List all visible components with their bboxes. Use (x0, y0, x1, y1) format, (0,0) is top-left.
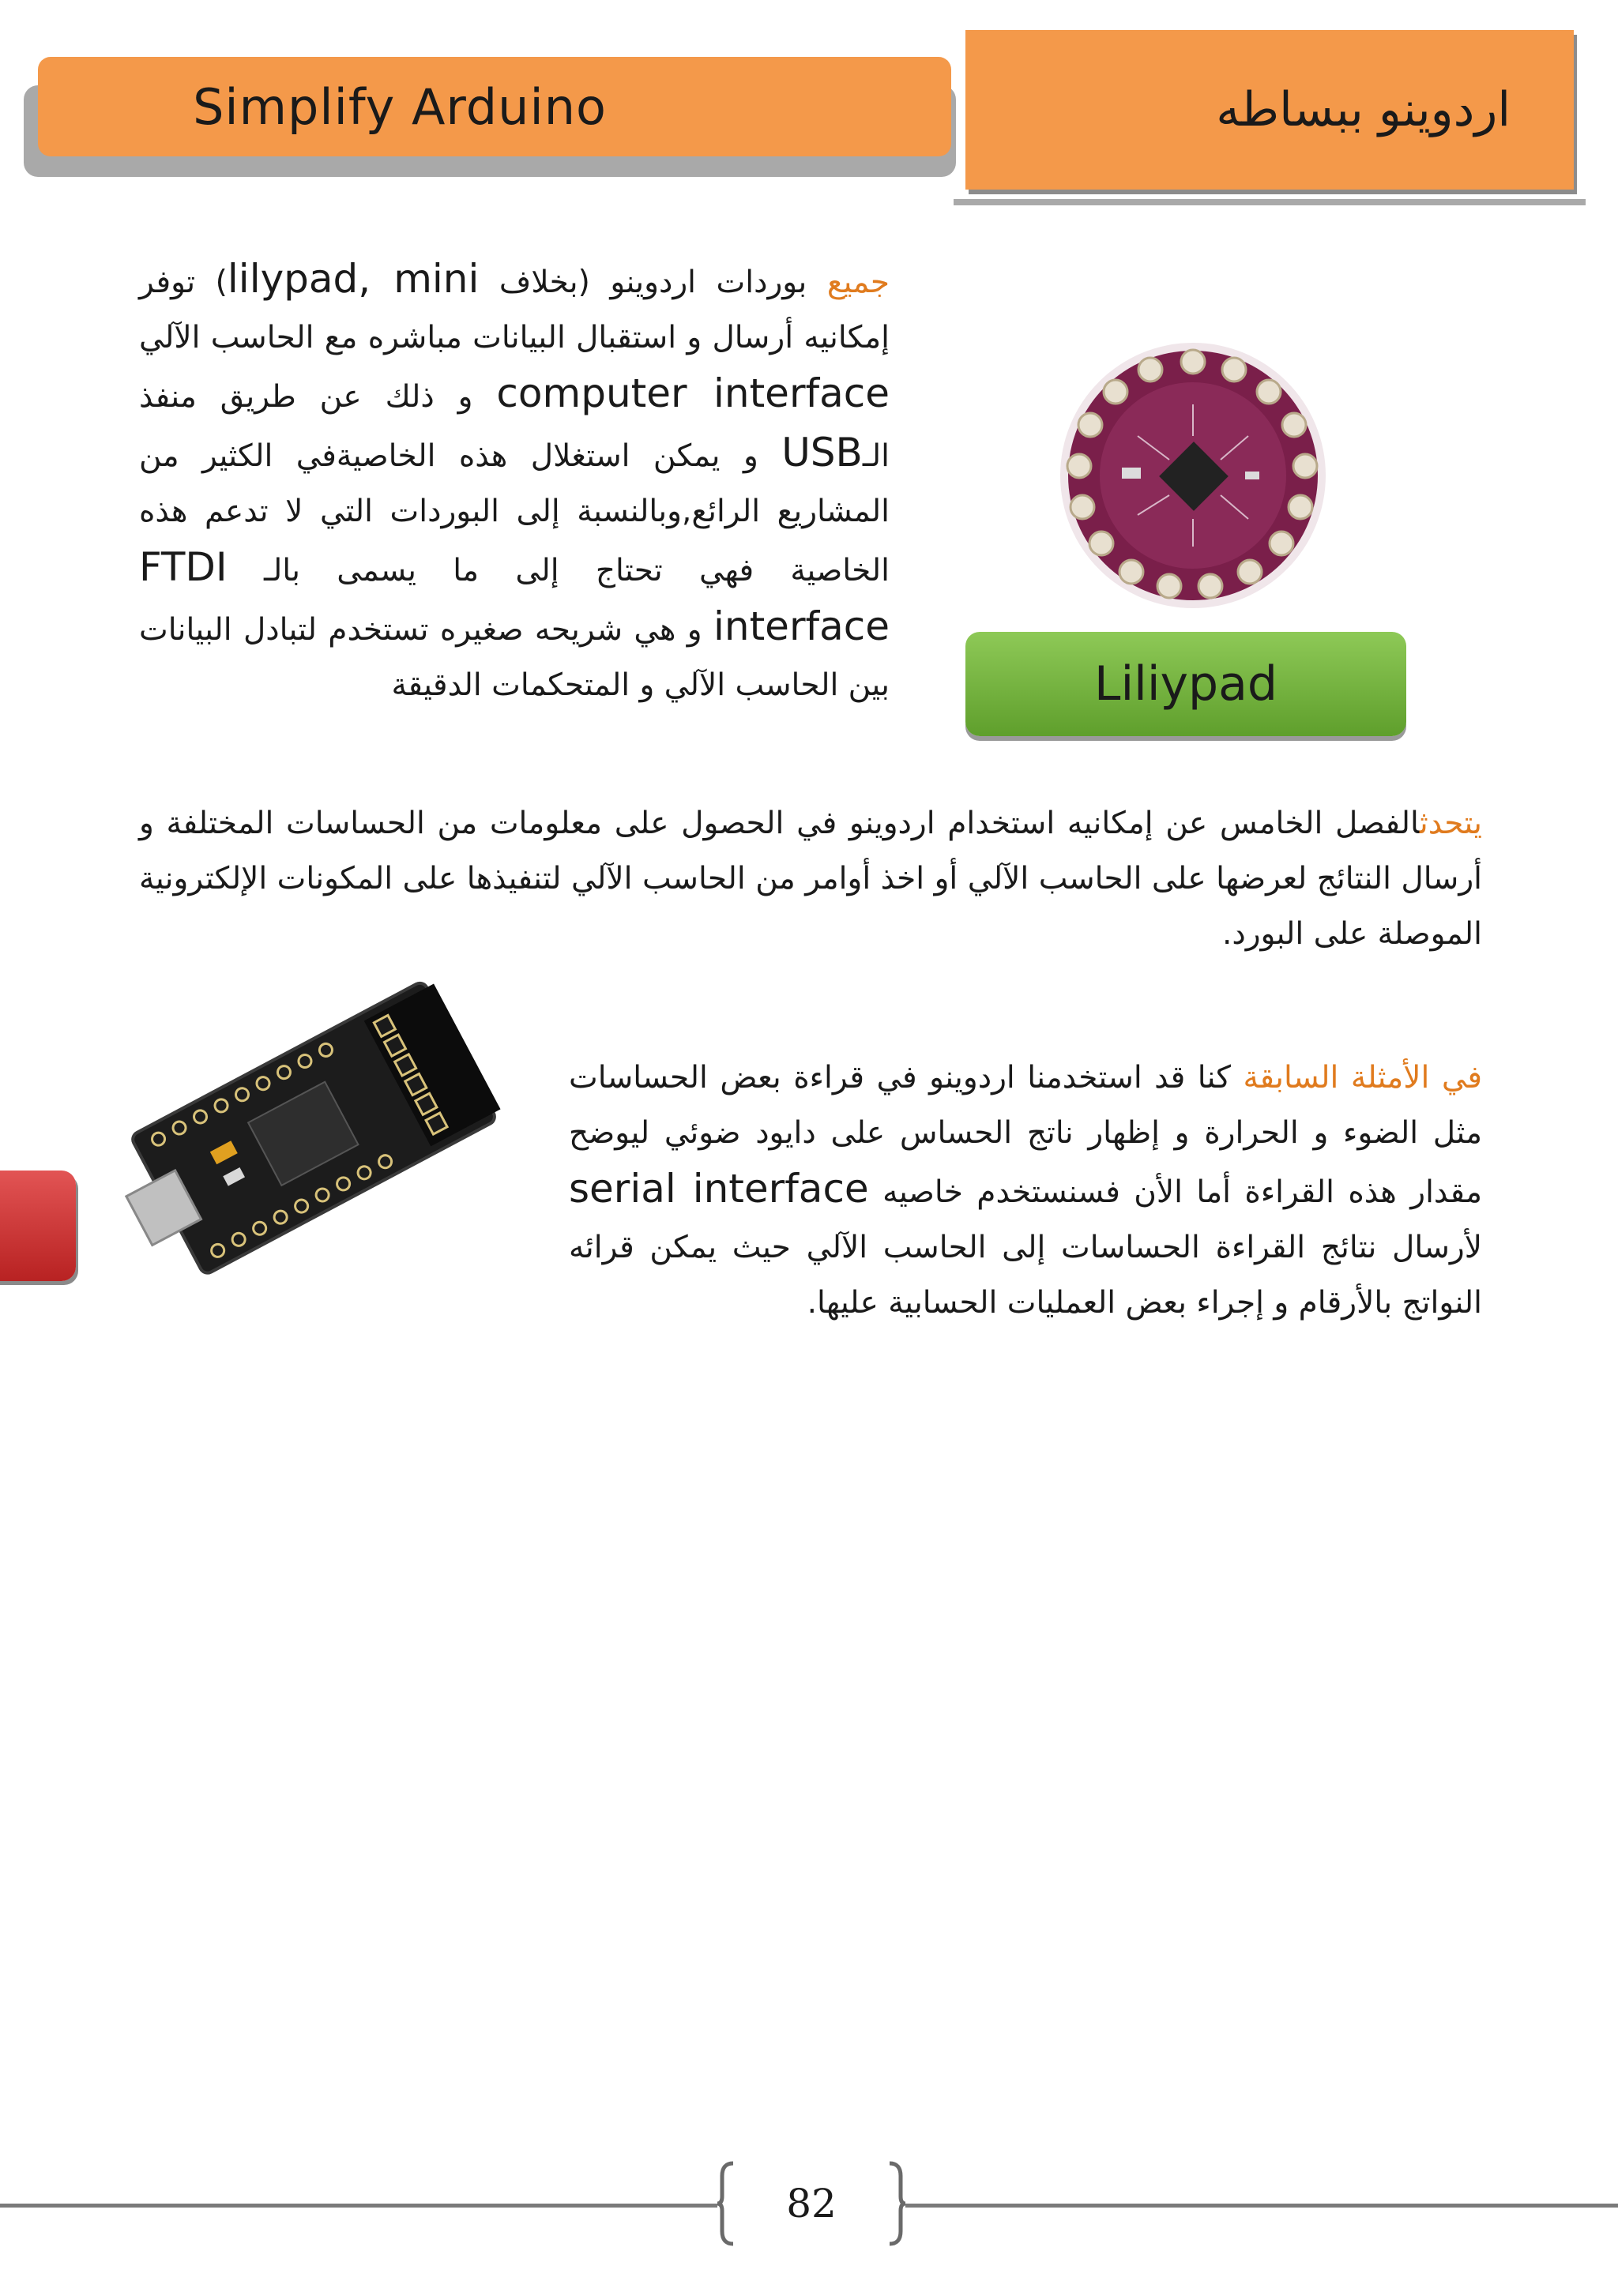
p3-text-2: لأرسال نتائج القراءة الحساسات إلى الحاسب الآلي حيث يمكن قرائه النواتج بالأرقام و إجراء بعض العمليات الحسابية عليها. (569, 1230, 1482, 1321)
header-left-banner (38, 57, 951, 156)
paragraph-previous-examples (569, 1050, 1482, 1331)
page-number: 82 (786, 2181, 837, 2226)
header-right-banner (965, 30, 1574, 190)
paragraph-board-interface (139, 251, 890, 713)
footer-line-right (905, 2204, 1618, 2208)
header-underline (954, 199, 1586, 205)
highlight-talks: يتحدث (1419, 806, 1482, 841)
right-brace-icon (888, 2160, 905, 2247)
highlight-all: جميع (826, 265, 890, 300)
p1-text-4: و يمكن استغلال هذه الخاصيةفي الكثير من المشاريع الرائع,وبالنسبة إلى البوردات التي لا تدعم هذه الخاصية فهي تحتاج إلى ما يسمى بالـ (139, 438, 890, 588)
p1-text-1: بوردات اردوينو (بخلاف (479, 265, 827, 300)
p3-text-1: كنا قد استخدمنا اردوينو في قراءة بعض الحساسات مثل الضوء و الحرارة و إظهار ناتج الحساس على دايود ضوئي ليوضح مقدار هذه القراءة أما الأن فسنستخدم خاصيه (569, 1060, 1483, 1210)
p1-text-5: و هي شريحه صغيره تستخدم لتبادل البيانات بين الحاسب الآلي و المتحكمات الدقيقة (139, 612, 890, 703)
footer-line-left (0, 2204, 717, 2208)
p1-term-computer-interface: computer interface (496, 370, 890, 416)
header-right-title: اردوينو ببساطه (1216, 82, 1511, 137)
chapter-side-tab (0, 1171, 76, 1281)
ftdi-board-image (95, 932, 521, 1303)
lilypad-board-image (1059, 341, 1327, 610)
p2-text: الفصل الخامس عن إمكانيه استخدام اردوينو في الحصول على معلومات من الحساسات المختلفة و أرسال النتائج لعرضها على الحاسب الآلي أو اخذ أوامر من الحاسب الآلي لتنفيذها على المكونات الإلكترونية الموصلة على البورد. (139, 806, 1482, 952)
p1-term-usb: USB (781, 430, 863, 475)
header-left-title: Simplify Arduino (193, 77, 607, 136)
p3-term-serial-interface: serial interface (569, 1166, 869, 1212)
p1-term-lilypad-mini: lilypad, mini (227, 256, 480, 302)
highlight-previous-examples: في الأمثلة السابقة (1243, 1060, 1482, 1095)
p1-text-3: و ذلك عن طريق منفذ الـ (139, 379, 890, 474)
lilypad-caption: Liliypad (965, 632, 1406, 736)
p1-term-ftdi-interface: FTDI interface (139, 544, 890, 649)
p1-text-2: ) توفر إمكانيه أرسال و استقبال البيانات مباشره مع الحاسب الآلي (139, 265, 890, 355)
